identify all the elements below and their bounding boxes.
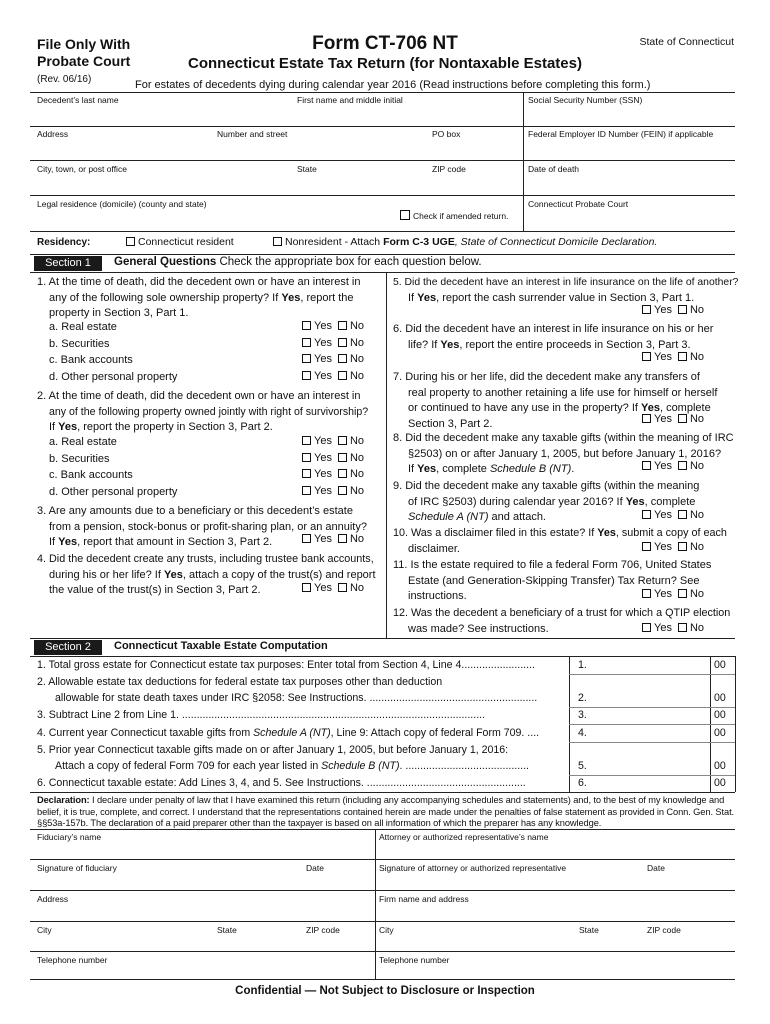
- q9-line3-a: Schedule A (NT): [408, 511, 489, 523]
- attorney-state-label: State: [579, 925, 599, 935]
- line5-desc-1: 5. Prior year Connecticut taxable gifts made on or after January 1, 2005, but before January 1, 2016:: [37, 744, 509, 756]
- nonresident-checkbox[interactable]: [273, 237, 282, 246]
- q4-answer[interactable]: [296, 582, 364, 594]
- no-label: No: [349, 336, 365, 349]
- resident-label: Connecticut resident: [138, 236, 234, 248]
- q7-yes-checkbox[interactable]: [642, 414, 651, 423]
- line5-cents: 00: [714, 760, 726, 772]
- q2-line2: any of the following property owned jointly with right of survivorship?: [49, 405, 369, 418]
- q3-line3-c: , report that amount in Section 3, Part 2.: [77, 536, 273, 548]
- no-checkbox[interactable]: [338, 338, 347, 347]
- line1-amount-input[interactable]: [590, 659, 705, 673]
- line2-desc-1: 2. Allowable estate tax deductions for federal estate tax purposes other than deduction: [37, 676, 443, 688]
- q1-item-label: b. Securities: [49, 337, 110, 350]
- q3-line1: 3. Are any amounts due to a beneficiary or this decedent’s estate: [37, 505, 353, 517]
- yes-label: Yes: [314, 353, 332, 365]
- no-checkbox[interactable]: [338, 321, 347, 330]
- q10-line1-a: 10. Was a disclaimer filed in this estate? If: [393, 527, 598, 539]
- q7-answer[interactable]: [636, 413, 704, 425]
- q8-line1: 8. Did the decedent make any taxable gifts (within the meaning of IRC: [393, 432, 734, 444]
- q1-line2-c: , report the: [300, 291, 354, 304]
- q4-line2-c: , attach a copy of the trust(s) and report: [182, 568, 376, 581]
- q10-no-checkbox[interactable]: [678, 542, 687, 551]
- q11-yes-checkbox[interactable]: [642, 589, 651, 598]
- no-checkbox[interactable]: [338, 354, 347, 363]
- q1-item-label: c. Bank accounts: [49, 354, 133, 366]
- confidential-footer: Confidential — Not Subject to Disclosure or Inspection: [235, 985, 535, 997]
- number-street-label: Number and street: [217, 129, 288, 139]
- q11-yes-label: Yes: [654, 588, 672, 600]
- line2-number: 2.: [578, 692, 587, 704]
- q4-yes-label: Yes: [314, 582, 332, 594]
- q1-line2: [37, 291, 385, 307]
- line5-desc-2c: . ..........................................: [399, 760, 529, 772]
- attorney-city-input[interactable]: [379, 936, 729, 950]
- fiduciary-address-label: Address: [37, 894, 69, 904]
- q8-line3-c: , complete: [436, 463, 490, 475]
- line6-cents: 00: [714, 777, 726, 789]
- line6-desc: 6. Connecticut taxable estate: Add Lines 3, 4, and 5. See Instructions. ......................................................: [37, 777, 526, 789]
- section2-tag: Section 2: [34, 640, 102, 655]
- q8-answer[interactable]: [636, 460, 704, 472]
- q11-line3: instructions.: [408, 590, 467, 602]
- no-label: No: [349, 484, 365, 497]
- yes-checkbox[interactable]: [302, 338, 311, 347]
- q9-yes-label: Yes: [654, 509, 672, 521]
- q1-item-label: a. Real estate: [49, 321, 117, 333]
- q7-line3-a: or continued to have any use in the property? If: [408, 402, 641, 414]
- q9-line2: [393, 495, 738, 511]
- q1-line3: property in Section 3, Part 1.: [49, 307, 189, 319]
- attorney-signature-field[interactable]: [379, 874, 729, 888]
- q8-line3-a: If: [408, 463, 418, 475]
- attorney-date-label: Date: [647, 863, 665, 873]
- section1-title-rest: Check the appropriate box for each question below.: [216, 256, 482, 268]
- q7-line4: Section 3, Part 2.: [408, 417, 493, 430]
- q3-line3-b: Yes: [58, 536, 78, 548]
- q2-item-answer[interactable]: [296, 468, 364, 480]
- q1-item-answer[interactable]: [296, 320, 364, 332]
- q3-answer[interactable]: [296, 533, 364, 545]
- line2-desc-2: allowable for state death taxes under IRC §2058: See Instructions. .........................................................: [55, 692, 538, 704]
- zip-label: ZIP code: [432, 164, 466, 174]
- no-label: No: [349, 451, 365, 464]
- fiduciary-state-label: State: [217, 925, 237, 935]
- q2-item-answer[interactable]: [296, 452, 364, 464]
- q9-no-checkbox[interactable]: [678, 510, 687, 519]
- q9-line2-b: Yes: [625, 495, 645, 508]
- resident-checkbox[interactable]: [126, 237, 135, 246]
- line4-number: 4.: [578, 727, 587, 739]
- attorney-name-label: Attorney or authorized representative’s name: [379, 832, 549, 842]
- q5-yes-checkbox[interactable]: [642, 305, 651, 314]
- q8-line3-e: .: [571, 463, 575, 475]
- q8-line3-b: Yes: [417, 463, 437, 475]
- q2-item-answer[interactable]: [296, 485, 364, 497]
- q3-line2: from a pension, stock-bonus or profit-sharing plan, or an annuity?: [49, 520, 367, 533]
- probate-court-label: Connecticut Probate Court: [528, 199, 629, 209]
- line3-cents: 00: [714, 709, 726, 721]
- q10-line1: [393, 526, 738, 542]
- q1-item-answer[interactable]: [296, 337, 364, 349]
- q8-line3-d: Schedule B (NT): [489, 463, 572, 475]
- q8-no-label: No: [689, 460, 705, 472]
- q7-line2: real property to another retaining a life use for himself or herself: [408, 386, 718, 399]
- section1-tag: Section 1: [34, 256, 102, 271]
- q11-no-label: No: [689, 588, 705, 600]
- q4-yes-checkbox[interactable]: [302, 583, 311, 592]
- no-label: No: [349, 435, 365, 447]
- q9-line1: 9. Did the decedent make any taxable gifts (within the meaning: [393, 480, 700, 492]
- yes-checkbox[interactable]: [302, 469, 311, 478]
- yes-label: Yes: [314, 451, 332, 464]
- q4-line2-b: Yes: [163, 568, 183, 581]
- resident-option[interactable]: [126, 236, 234, 248]
- line3-amount-input[interactable]: [590, 709, 705, 723]
- line5-desc-2b: Schedule B (NT): [321, 760, 400, 772]
- q8-no-checkbox[interactable]: [678, 461, 687, 470]
- line3-desc: 3. Subtract Line 2 from Line 1. .......................................................................................................: [37, 709, 486, 721]
- q2-line3-a: If: [49, 421, 59, 433]
- address-label: Address: [37, 129, 69, 139]
- q7-line1: 7. During his or her life, did the decedent make any transfers of: [393, 371, 700, 383]
- q12-line1: 12. Was the decedent a beneficiary of a trust for which a QTIP election: [393, 607, 731, 619]
- q10-line2: disclaimer.: [408, 542, 460, 555]
- no-label: No: [349, 468, 365, 480]
- q4-line3: the value of the trust(s) in Section 3, Part 2.: [49, 584, 261, 596]
- q3-no-label: No: [349, 533, 365, 545]
- q10-answer[interactable]: [636, 541, 704, 553]
- line1-cents: 00: [714, 659, 726, 671]
- yes-checkbox[interactable]: [302, 486, 311, 495]
- attorney-telephone-input[interactable]: [379, 964, 729, 978]
- city-label: City, town, or post office: [37, 164, 127, 174]
- q7-line3-c: , complete: [659, 402, 711, 414]
- q12-no-label: No: [689, 622, 705, 634]
- q4-line2-a: during his or her life? If: [49, 568, 164, 581]
- question-6: [393, 322, 738, 353]
- q5-line2-b: Yes: [417, 291, 437, 304]
- line4-desc-a: 4. Current year Connecticut taxable gifts from: [37, 727, 254, 739]
- attorney-signature-label: Signature of attorney or authorized representative: [379, 863, 567, 873]
- q6-no-checkbox[interactable]: [678, 352, 687, 361]
- line5-amount-input[interactable]: [590, 760, 705, 774]
- q2-line3: [37, 420, 385, 436]
- line1-number: 1.: [578, 659, 587, 671]
- q11-answer[interactable]: [636, 588, 704, 600]
- line2-cents: 00: [714, 692, 726, 704]
- q6-answer[interactable]: [636, 351, 704, 363]
- question-1: [37, 275, 385, 322]
- q7-no-checkbox[interactable]: [678, 414, 687, 423]
- q9-line3-b: and attach.: [488, 511, 546, 523]
- decedent-name-input[interactable]: [37, 106, 517, 121]
- q6-yes-checkbox[interactable]: [642, 352, 651, 361]
- attorney-telephone-label: Telephone number: [379, 955, 450, 965]
- yes-checkbox[interactable]: [302, 321, 311, 330]
- date-of-death-label: Date of death: [528, 164, 580, 174]
- q3-yes-checkbox[interactable]: [302, 534, 311, 543]
- q3-yes-label: Yes: [314, 533, 332, 545]
- q1-line1: 1. At the time of death, did the decedent own or have an interest in: [37, 276, 361, 288]
- city-input[interactable]: [37, 176, 517, 191]
- state-label: State of Connecticut: [639, 36, 734, 48]
- attorney-city-label: City: [379, 925, 394, 935]
- file-only-line1: File Only With: [37, 36, 131, 52]
- yes-checkbox[interactable]: [302, 354, 311, 363]
- fiduciary-signature-field[interactable]: [37, 874, 367, 888]
- q10-line1-b: Yes: [597, 527, 616, 539]
- q5-no-label: No: [689, 304, 705, 316]
- q4-line1: 4. Did the decedent create any trusts, including trustee bank accounts,: [37, 553, 374, 565]
- fiduciary-zip-label: ZIP code: [306, 925, 340, 935]
- line4-cents: 00: [714, 727, 726, 739]
- firm-label: Firm name and address: [379, 894, 469, 904]
- fiduciary-date-label: Date: [306, 863, 324, 873]
- q6-line1: 6. Did the decedent have an interest in life insurance on his or her: [393, 323, 714, 335]
- section1-title-bold: General Questions: [114, 256, 217, 268]
- residency-label: Residency:: [37, 237, 91, 248]
- attorney-zip-label: ZIP code: [647, 925, 681, 935]
- nonresident-form-name: Form C-3 UGE: [383, 236, 455, 248]
- firm-input[interactable]: [379, 905, 729, 919]
- legal-residence-label: Legal residence (domicile) (county and state): [37, 199, 207, 209]
- yes-label: Yes: [314, 468, 332, 480]
- fiduciary-address-input[interactable]: [37, 905, 367, 919]
- q7-line3-b: Yes: [640, 402, 660, 414]
- q8-yes-label: Yes: [654, 460, 672, 472]
- q11-no-checkbox[interactable]: [678, 589, 687, 598]
- q12-yes-checkbox[interactable]: [642, 623, 651, 632]
- po-box-label: PO box: [432, 129, 461, 139]
- no-checkbox[interactable]: [338, 469, 347, 478]
- q3-line3-a: If: [49, 536, 59, 548]
- q2-item-label: b. Securities: [49, 452, 110, 465]
- declaration-text: I declare under penalty of law that I have examined this return (including any accompanying schedules and statements) and, to the best of my knowledge and belief, it is true, complete, and correct. I understand that the representations contained herein are made under the penalties of false statement as provided in Conn. Gen. Stat. §§53a-157b. The declaration of a paid preparer other than the taxpayer is based on all information of which the preparer has any knowledge.: [37, 795, 735, 828]
- line4-desc-c: , Line 9: Attach copy of federal Form 709. ....: [330, 727, 540, 739]
- fein-input[interactable]: [528, 140, 728, 155]
- q4-no-label: No: [349, 582, 365, 594]
- line4-desc: [37, 727, 567, 739]
- q5-answer[interactable]: [636, 304, 704, 316]
- q12-no-checkbox[interactable]: [678, 623, 687, 632]
- line4-amount-input[interactable]: [590, 727, 705, 741]
- line5-desc-2a: Attach a copy of federal Form 709 for each year listed in: [55, 760, 322, 772]
- yes-checkbox[interactable]: [302, 371, 311, 380]
- q5-line1: 5. Did the decedent have an interest in life insurance on the life of another?: [393, 277, 739, 288]
- q5-yes-label: Yes: [654, 304, 672, 316]
- q11-line1: 11. Is the estate required to file a federal Form 706, United States: [393, 559, 712, 571]
- q9-line2-a: of IRC §2503) during calendar year 2016? If: [408, 495, 626, 508]
- fiduciary-signature-label: Signature of fiduciary: [37, 863, 117, 873]
- q1-item-answer[interactable]: [296, 353, 364, 365]
- q1-item-answer[interactable]: [296, 370, 364, 382]
- q2-line1: 2. At the time of death, did the decedent own or have an interest in: [37, 390, 361, 402]
- ssn-label: Social Security Number (SSN): [528, 95, 643, 105]
- revision-date: (Rev. 06/16): [37, 74, 92, 85]
- q6-no-label: No: [689, 351, 705, 363]
- q5-line2-c: , report the cash surrender value in Section 3, Part 1.: [436, 291, 695, 304]
- form-title: Form CT-706 NT: [312, 33, 458, 54]
- line4-desc-b: Schedule A (NT): [253, 727, 331, 739]
- fiduciary-name-input[interactable]: [37, 843, 367, 857]
- declaration: [37, 795, 735, 830]
- q2-item-answer[interactable]: [296, 435, 364, 447]
- yes-label: Yes: [314, 320, 332, 332]
- attorney-name-input[interactable]: [379, 843, 729, 857]
- yes-label: Yes: [314, 336, 332, 349]
- q9-yes-checkbox[interactable]: [642, 510, 651, 519]
- line6-number: 6.: [578, 777, 587, 789]
- line6-amount-input[interactable]: [590, 777, 705, 791]
- q2-item-label: c. Bank accounts: [49, 469, 133, 481]
- nonresident-label: Nonresident - Attach: [285, 236, 384, 248]
- fiduciary-city-label: City: [37, 925, 52, 935]
- yes-label: Yes: [314, 484, 332, 497]
- q8-yes-checkbox[interactable]: [642, 461, 651, 470]
- q12-answer[interactable]: [636, 622, 704, 634]
- q12-yes-label: Yes: [654, 622, 672, 634]
- amended-return-option[interactable]: [400, 210, 508, 221]
- q12-line2: was made? See instructions.: [408, 622, 549, 635]
- q6-line2-a: life? If: [408, 338, 441, 351]
- line3-number: 3.: [578, 709, 587, 721]
- amended-label: Check if amended return.: [413, 211, 509, 221]
- nonresident-option[interactable]: [273, 236, 657, 248]
- q11-line2: Estate (and Generation-Skipping Transfer) Tax Return? See: [408, 574, 700, 587]
- no-label: No: [349, 353, 365, 365]
- question-5: [393, 275, 738, 306]
- nonresident-form-desc: , State of Connecticut Domicile Declaration.: [454, 236, 658, 248]
- fiduciary-telephone-label: Telephone number: [37, 955, 108, 965]
- state-field-label: State: [297, 164, 317, 174]
- amended-checkbox[interactable]: [400, 210, 410, 220]
- ssn-input[interactable]: [528, 106, 728, 121]
- q7-no-label: No: [689, 413, 705, 425]
- last-name-label: Decedent’s last name: [37, 95, 119, 105]
- line2-amount-input[interactable]: [590, 692, 705, 706]
- yes-label: Yes: [314, 435, 332, 447]
- q6-yes-label: Yes: [654, 351, 672, 363]
- q4-no-checkbox[interactable]: [338, 583, 347, 592]
- q2-item-label: a. Real estate: [49, 436, 117, 448]
- no-checkbox[interactable]: [338, 436, 347, 445]
- q9-line2-c: , complete: [644, 495, 696, 508]
- q10-yes-checkbox[interactable]: [642, 542, 651, 551]
- section2-title: Connecticut Taxable Estate Computation: [114, 640, 328, 652]
- q2-line3-c: , report the property in Section 3, Part 2.: [77, 421, 273, 433]
- q1-line2-a: any of the following sole ownership property? If: [49, 291, 282, 304]
- fein-label: Federal Employer ID Number (FEIN) if applicable: [528, 129, 714, 139]
- q5-no-checkbox[interactable]: [678, 305, 687, 314]
- instruction-line: For estates of decedents dying during calendar year 2016 (Read instructions before completing this form.): [135, 79, 651, 91]
- no-label: No: [349, 320, 365, 332]
- line1-desc: 1. Total gross estate for Connecticut estate tax purposes: Enter total from Section 4, Line 4.........................: [37, 659, 535, 671]
- q6-line2-c: , report the entire proceeds in Section 3, Part 3.: [459, 338, 691, 351]
- no-checkbox[interactable]: [338, 453, 347, 462]
- yes-checkbox[interactable]: [302, 436, 311, 445]
- q9-no-label: No: [689, 509, 705, 521]
- q6-line2-b: Yes: [440, 338, 460, 351]
- q7-yes-label: Yes: [654, 413, 672, 425]
- q2-line3-b: Yes: [58, 421, 78, 433]
- declaration-label: Declaration:: [37, 795, 90, 805]
- first-name-label: First name and middle initial: [297, 95, 403, 105]
- yes-checkbox[interactable]: [302, 453, 311, 462]
- q8-line2: §2503) on or after January 1, 2005, but before January 1, 2016?: [408, 447, 722, 460]
- line5-number: 5.: [578, 760, 587, 772]
- q2-item-label: d. Other personal property: [49, 485, 178, 498]
- q1-item-label: d. Other personal property: [49, 370, 178, 383]
- q10-no-label: No: [689, 541, 705, 553]
- form-subtitle: Connecticut Estate Tax Return (for Nontaxable Estates): [188, 55, 582, 72]
- question-2: [37, 389, 385, 436]
- date-of-death-input[interactable]: [528, 176, 728, 191]
- q5-line2-a: If: [408, 291, 418, 304]
- no-checkbox[interactable]: [338, 486, 347, 495]
- q10-yes-label: Yes: [654, 541, 672, 553]
- q3-no-checkbox[interactable]: [338, 534, 347, 543]
- file-only-line2: Probate Court: [37, 53, 131, 69]
- q4-line2: [37, 568, 385, 584]
- section1-title: [114, 256, 482, 268]
- no-label: No: [349, 369, 365, 382]
- fiduciary-name-label: Fiduciary’s name: [37, 832, 102, 842]
- q10-line1-c: , submit a copy of each: [615, 527, 727, 539]
- fiduciary-telephone-input[interactable]: [37, 964, 367, 978]
- q9-answer[interactable]: [636, 509, 704, 521]
- fiduciary-city-input[interactable]: [37, 936, 367, 950]
- yes-label: Yes: [314, 369, 332, 382]
- line5-desc-2: [55, 760, 567, 772]
- no-checkbox[interactable]: [338, 371, 347, 380]
- q1-line2-b: Yes: [281, 291, 301, 304]
- address-input[interactable]: [37, 140, 517, 155]
